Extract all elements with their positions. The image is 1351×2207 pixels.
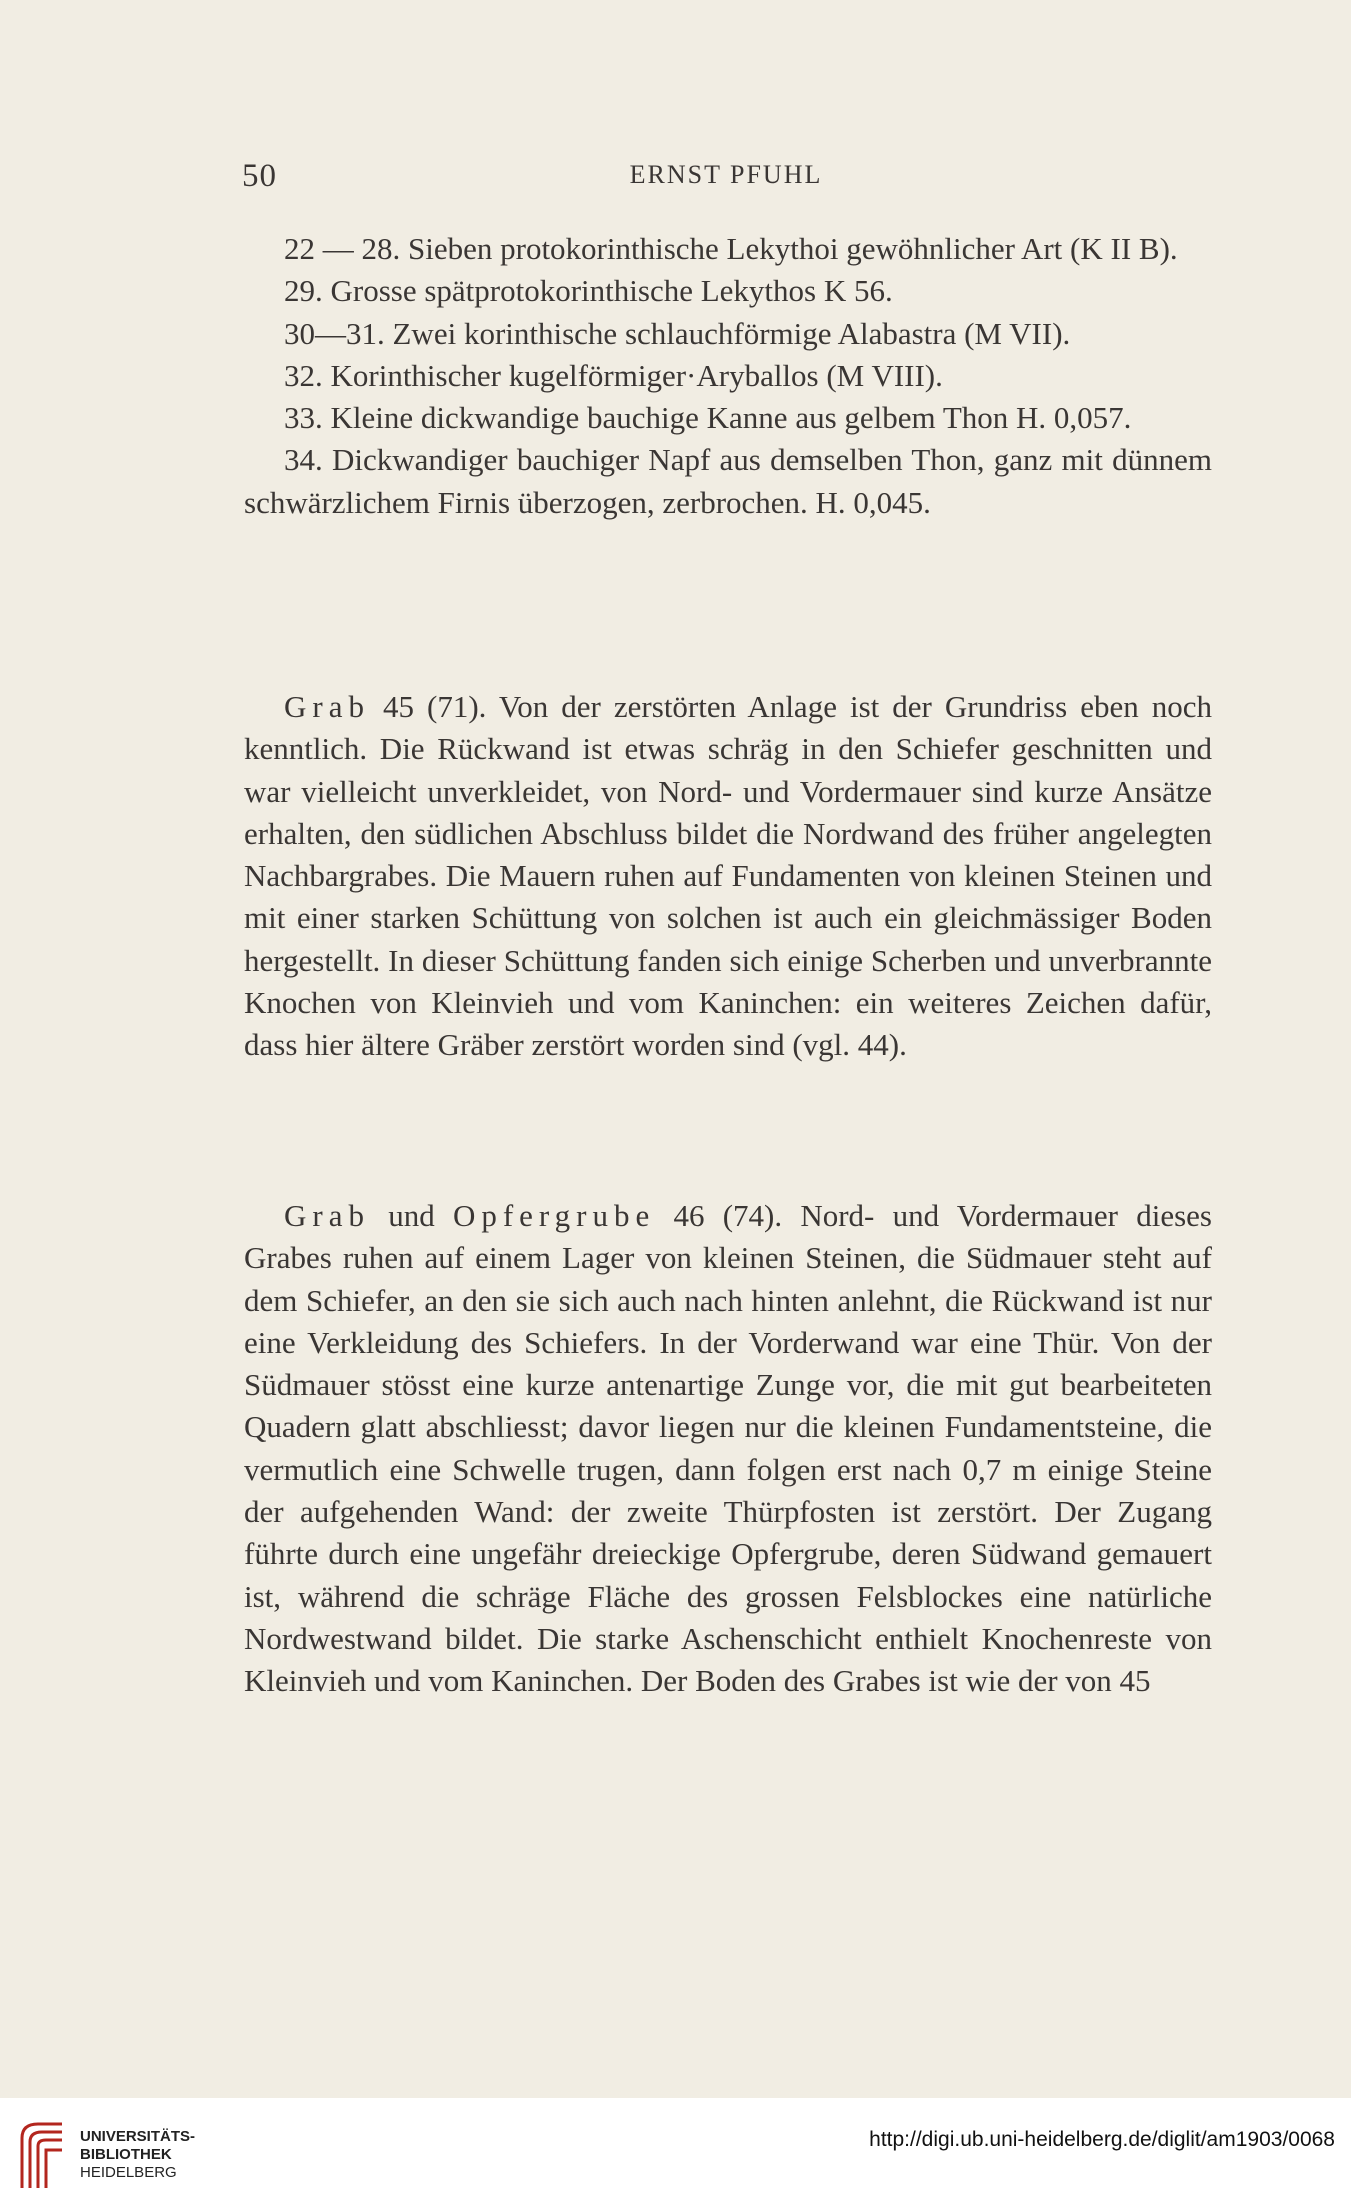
catalogue-list — [244, 228, 1212, 524]
section-grab-45 — [244, 686, 1212, 1067]
section-label: Grab — [284, 689, 370, 724]
paragraph — [244, 686, 1212, 1067]
connector-text: und — [369, 1198, 453, 1233]
source-url-link[interactable]: http://digi.ub.uni-heidelberg.de/diglit/am1903/0068 — [869, 2128, 1335, 2151]
list-item: 34. Dickwandiger bauchiger Napf aus demselben Thon, ganz mit dünnem schwärzlichem Firnis überzogen, zerbrochen. H. 0,045. — [244, 442, 1212, 520]
list-item: 29. Grosse spätprotokorinthische Lekythos K 56. — [284, 273, 893, 309]
section-grab-46 — [244, 1195, 1212, 1703]
list-item: 22 — 28. Sieben protokorinthische Lekythoi gewöhnlicher Art (K II B). — [284, 231, 1178, 266]
page-number: 50 — [242, 158, 277, 194]
paragraph — [244, 1195, 1212, 1703]
page-header — [242, 158, 1210, 198]
list-item: 30—31. Zwei korinthische schlauchförmige Alabastra (M VII). — [284, 315, 1071, 351]
digitization-footer — [0, 2098, 1351, 2207]
list-item: 33. Kleine dickwandige bauchige Kanne aus gelbem Thon H. 0,057. — [284, 400, 1132, 436]
paragraph-text: 45 (71). Von der zerstörten Anlage ist der Grundriss eben noch kenntlich. Die Rückwand ist etwas schräg in den Schiefer geschnitten und war vielleicht unverkleidet, von Nord- und Vordermauer sind kurze Ansätze erhalten, den südlichen Abschluss bildet die Nordwand des früher angelegten Nachbargrabes. Die Mauern ruhen auf Fundamenten von kleinen Steinen und mit einer starken Schüttung von solchen ist auch ein gleichmässiger Boden hergestellt. In dieser Schüttung fanden sich einige Scherben und unverbrannte Knochen von Kleinvieh und vom Kaninchen: ein weiteres Zeichen dafür, dass hier ältere Gräber zerstört worden sind (vgl. 44). — [244, 689, 1212, 1063]
section-label: Grab — [284, 1198, 370, 1233]
running-head: ERNST PFUHL — [629, 160, 823, 189]
library-name-line: BIBLIOTHEK — [80, 2146, 172, 2163]
paragraph-text: 46 (74). Nord- und Vordermauer dieses Grabes ruhen auf einem Lager von kleinen Steinen, die Südmauer steht auf dem Schiefer, an den sie sich auch nach hinten anlehnt, die Rückwand ist nur eine Verkleidung des Schiefers. In der Vorderwand war eine Thür. Von der Südmauer stösst eine kurze antenartige Zunge vor, die mit gut bearbeiteten Quadern glatt abschliesst; davor liegen nur die kleinen Fundamentsteine, die vermutlich eine Schwelle trugen, dann folgen erst nach 0,7 m einige Steine der aufgehenden Wand: der zweite Thürpfosten ist zerstört. Der Zugang führte durch eine ungefähr dreieckige Opfergrube, deren Südwand gemauert ist, während die schräge Fläche des grossen Felsblockes eine natürliche Nordwestwand bildet. Die starke Aschenschicht enthielt Knochenreste von Kleinvieh und vom Kaninchen. Der Boden des Grabes ist wie der von 45 — [244, 1198, 1212, 1699]
list-item: 32. Korinthischer kugelförmiger·Aryballos (M VIII). — [284, 357, 943, 393]
library-name — [80, 2128, 195, 2182]
library-name-line: UNIVERSITÄTS- — [80, 2128, 196, 2145]
section-label: Opfergrube — [452, 1198, 656, 1233]
library-name-line: HEIDELBERG — [80, 2164, 177, 2181]
ub-heidelberg-logo-icon — [16, 2116, 68, 2192]
